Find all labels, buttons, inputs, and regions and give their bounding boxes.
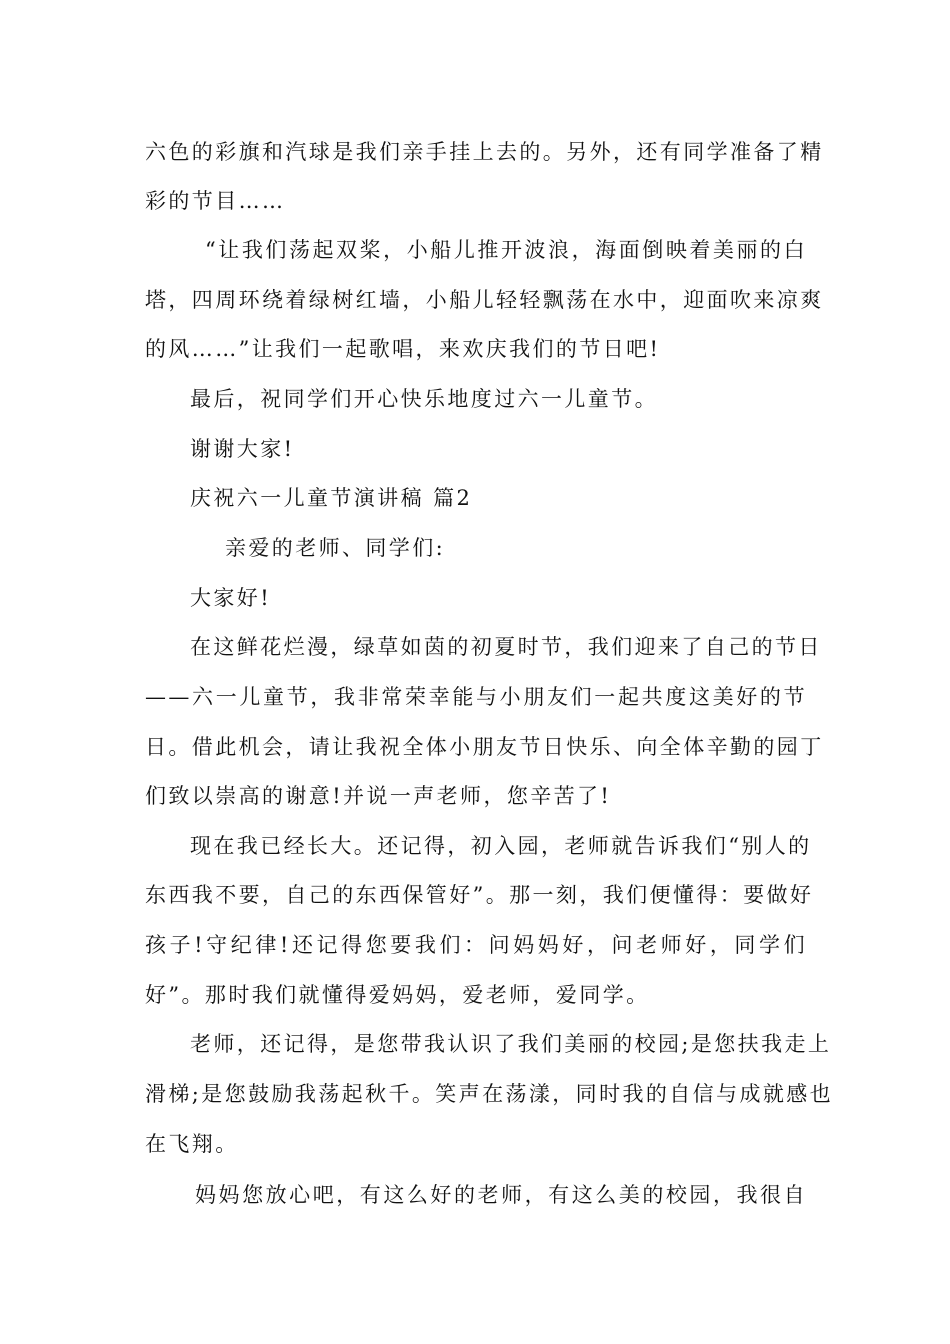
- text-line: 孩子!守纪律!还记得您要我们：问妈妈好，问老师好，同学们: [145, 933, 807, 957]
- text-line: 彩的节目……: [145, 189, 286, 213]
- text-line: 现在我已经长大。还记得，初入园，老师就告诉我们“别人的: [190, 834, 812, 858]
- text-line: 滑梯;是您鼓励我荡起秋千。笑声在荡漾，同时我的自信与成就感也: [145, 1082, 834, 1106]
- text-line: 六色的彩旗和汽球是我们亲手挂上去的。另外，还有同学准备了精: [145, 140, 824, 164]
- text-line: 塔，四周环绕着绿树红墙，小船儿轻轻飘荡在水中，迎面吹来凉爽: [145, 288, 824, 312]
- text-line: 的风……”让我们一起歌唱，来欢庆我们的节日吧!: [145, 337, 661, 361]
- text-line: ——六一儿童节，我非常荣幸能与小朋友们一起共度这美好的节: [145, 685, 807, 709]
- text-line: 日。借此机会，请让我祝全体小朋友节日快乐、向全体辛勤的园丁: [145, 735, 824, 759]
- text-line: “让我们荡起双桨，小船儿推开波浪，海面倒映着美丽的白: [205, 238, 807, 262]
- text-line: 在飞翔。: [145, 1132, 239, 1156]
- text-line: 老师，还记得，是您带我认识了我们美丽的校园;是您扶我走上: [190, 1032, 832, 1056]
- greeting: 大家好!: [190, 586, 272, 610]
- salutation: 亲爱的老师、同学们:: [225, 536, 446, 560]
- text-line: 谢谢大家!: [190, 437, 295, 461]
- text-line: 妈妈您放心吧，有这么好的老师，有这么美的校园，我很自: [195, 1183, 807, 1207]
- text-line: 在这鲜花烂漫，绿草如茵的初夏时节，我们迎来了自己的节日: [190, 635, 822, 659]
- text-line: 们致以崇高的谢意!并说一声老师，您辛苦了!: [145, 784, 612, 808]
- text-line: 东西我不要，自己的东西保管好”。那一刻，我们便懂得：要做好: [145, 883, 814, 907]
- text-line: 好”。那时我们就懂得爱妈妈，爱老师，爱同学。: [145, 983, 650, 1007]
- text-line: 最后，祝同学们开心快乐地度过六一儿童节。: [190, 387, 658, 411]
- section-heading: 庆祝六一儿童节演讲稿 篇2: [190, 486, 473, 510]
